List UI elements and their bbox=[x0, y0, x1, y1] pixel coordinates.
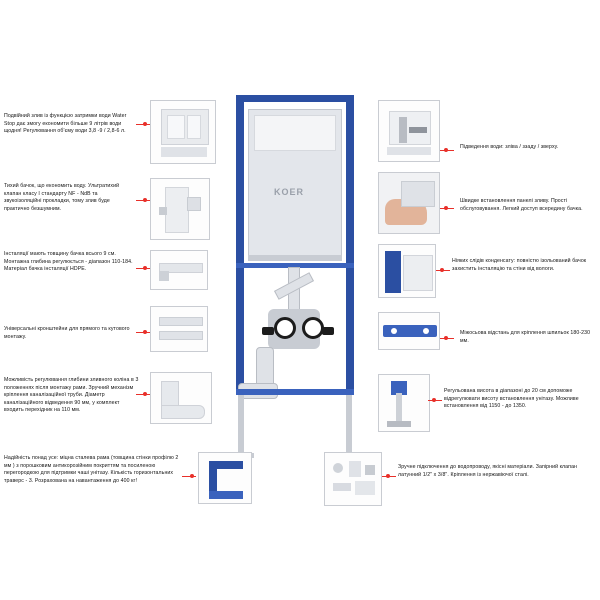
thumb-elbow bbox=[150, 372, 212, 424]
note-height-adjust: Регульована висота в діапазоні до 20 см допоможе відрегулювати висоту встановлення унітазу. Можливе встановлення від 1150 - до 1350. bbox=[444, 388, 579, 410]
cistern-bottom-edge bbox=[248, 255, 342, 261]
leg-right bbox=[346, 395, 352, 455]
thumb-water-inlet bbox=[378, 100, 440, 162]
connector-line-2 bbox=[136, 200, 150, 201]
thumb-insulation bbox=[378, 244, 436, 298]
thumb-stud-rail bbox=[378, 312, 440, 350]
thumb-hand-panel bbox=[378, 172, 440, 234]
connector-line-6 bbox=[182, 476, 196, 477]
frame-left-upright bbox=[236, 95, 244, 395]
brand-label: KOER bbox=[274, 187, 305, 197]
note-stud-spacing: Міжосьова відстань для кріплення шпильок 180-230 мм. bbox=[460, 330, 591, 344]
note-tank-thickness: Інсталяції мають товщину бачка всього 9 см. Монтажна глибина регулюється - діапазон 110-184. Матеріал бачка інсталяції HDPE. bbox=[4, 251, 133, 273]
bolt-hole-left bbox=[274, 317, 296, 339]
stud-right bbox=[322, 327, 334, 335]
thumb-flush-plate bbox=[150, 100, 216, 164]
frame-lower-crossbar bbox=[236, 389, 354, 395]
bolt-hole-right bbox=[302, 317, 324, 339]
note-panel-install: Швидке встановлення панелі зливу. Прості обслуговування. Легкий доступ всередину бачка. bbox=[460, 198, 583, 212]
note-frame-strength: Надійність понад усе: міцна сталева рама (товщина стінки профілю 2 мм ) з порошковим антикорозійним покриттям та посиленою перегородкою для підтримки чаші унітазу. Кількість горизонтальних траверс - 3. Розрахована на навантаження до 400 кг! bbox=[4, 455, 179, 484]
connector-line-12 bbox=[382, 476, 396, 477]
connector-line-3 bbox=[136, 268, 150, 269]
connector-line-10 bbox=[440, 338, 454, 339]
access-opening-left bbox=[258, 119, 288, 147]
note-drain-depth: Можливість регулювання глибини зливного коліна в 3 положеннях після монтажу рами. Зручний механізм кріплення каналізаційної труби. Діаметр каналізаційного відведення 90 мм, у комплект входить перехідник на 110 мм. bbox=[4, 377, 139, 414]
thumb-valve bbox=[150, 178, 210, 240]
connector-line-4 bbox=[136, 332, 150, 333]
thumb-frame-corner bbox=[198, 452, 252, 504]
thumb-leg bbox=[378, 374, 430, 432]
thumb-bracket-pair bbox=[150, 306, 208, 352]
connector-line-8 bbox=[440, 208, 454, 209]
thumb-fittings bbox=[324, 452, 382, 506]
thumb-blue-bracket bbox=[150, 250, 208, 290]
note-connection-kit: Зручне підключення до водопроводу, якісні матеріали. Запірний клапан латунний 1/2" х 3/8". Кріплення із нержавіючої сталі. bbox=[398, 464, 578, 478]
stud-left bbox=[262, 327, 274, 335]
note-brackets: Універсальні кронштейни для прямого та кутового монтажу. bbox=[4, 326, 130, 340]
note-no-condensate: Ніяких слідів конденсату: повністю ізольований бачок захистить інсталяцію та стіни від вологи. bbox=[452, 258, 587, 272]
connector-line-7 bbox=[440, 150, 454, 151]
connector-line-1 bbox=[136, 124, 150, 125]
note-dual-flush: Подвійний злив із функцією затримки води Water Stop дає змогу економити більше 9 літрів води щодня! Регулювання об'єму води 3,8 -9 / 2,8-6 л. bbox=[4, 113, 127, 135]
installation-frame-illustration bbox=[222, 95, 367, 475]
connector-line-9 bbox=[436, 270, 450, 271]
note-water-supply: Підведення води: зліва / ззаду / зверху. bbox=[460, 144, 559, 150]
access-opening-right bbox=[294, 119, 324, 147]
leg-left bbox=[238, 395, 244, 455]
connector-line-11 bbox=[428, 400, 442, 401]
frame-top-crossbar bbox=[236, 95, 354, 102]
frame-right-upright bbox=[346, 95, 354, 395]
note-silent-tank: Тихий бачок, що економить воду. Ультратихий клапан класу I стандарту NF - NdB та звукоізоляційні прокладки, тому злив буде практично безшумним. bbox=[4, 183, 120, 212]
